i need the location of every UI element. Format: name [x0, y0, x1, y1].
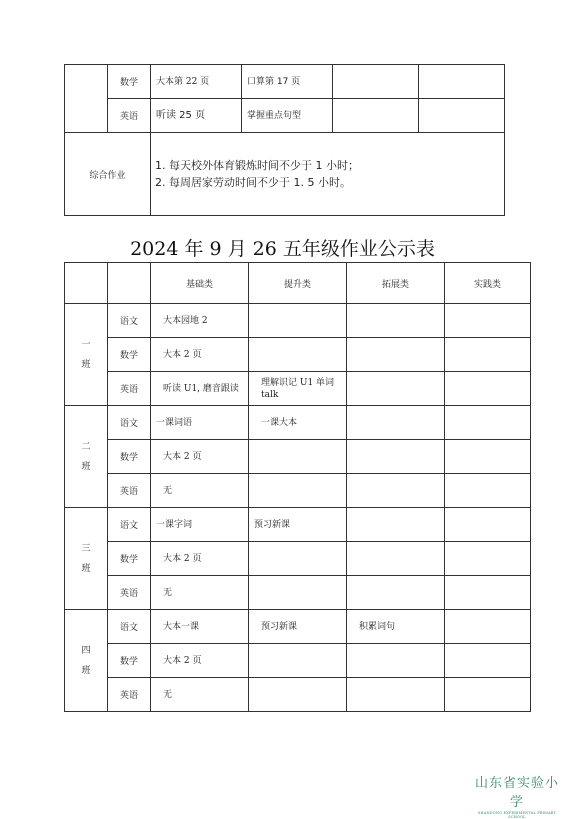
basic-cell: 一课词语 [151, 406, 249, 440]
homework-table [64, 262, 531, 712]
improve-cell [249, 304, 347, 338]
basic-cell: 无 [151, 576, 249, 610]
header-row [65, 263, 531, 304]
column-header: 提升类 [249, 263, 347, 304]
improve-cell [249, 542, 347, 576]
school-logo-name: 山东省实验小学 [474, 776, 559, 810]
class-name-cell: 二 班 [65, 406, 108, 508]
improve-cell [249, 338, 347, 372]
expand-cell [347, 440, 445, 474]
subject-cell: 语文 [108, 508, 151, 542]
subject-cell: 英语 [108, 678, 151, 712]
improve-cell [249, 678, 347, 712]
subject-cell: 英语 [108, 99, 151, 133]
subject-cell: 语文 [108, 406, 151, 440]
table-row [65, 576, 531, 610]
comprehensive-line: 2. 每周居家劳动时间不少于 1. 5 小时。 [155, 176, 351, 189]
basic-cell: 大本第 22 页 [151, 65, 242, 99]
practice-cell [445, 644, 531, 678]
basic-cell: 大本园地 2 [151, 304, 249, 338]
class-cell [65, 65, 108, 133]
basic-cell: 无 [151, 678, 249, 712]
practice-cell [445, 440, 531, 474]
improve-cell: 掌握重点句型 [242, 99, 333, 133]
subject-cell: 语文 [108, 304, 151, 338]
expand-cell [347, 542, 445, 576]
column-header: 实践类 [445, 263, 531, 304]
practice-cell [445, 338, 531, 372]
expand-cell [347, 474, 445, 508]
class-name-cell: 一 班 [65, 304, 108, 406]
improve-cell: 预习新课 [249, 610, 347, 644]
table-row [65, 372, 531, 406]
expand-cell [347, 372, 445, 406]
practice-cell [419, 99, 505, 133]
basic-cell: 一课字词 [151, 508, 249, 542]
comprehensive-label: 综合作业 [65, 133, 151, 216]
practice-cell [419, 65, 505, 99]
practice-cell [445, 576, 531, 610]
header-class-cell [65, 263, 108, 304]
practice-cell [445, 542, 531, 576]
basic-cell: 听读 25 页 [151, 99, 242, 133]
comprehensive-line: 1. 每天校外体育锻炼时间不少于 1 小时； [155, 159, 359, 172]
improve-cell [249, 576, 347, 610]
expand-cell: 积累词句 [347, 610, 445, 644]
subject-cell: 数学 [108, 542, 151, 576]
practice-cell [445, 678, 531, 712]
basic-cell: 大本 2 页 [151, 644, 249, 678]
table-row [65, 133, 505, 216]
expand-cell [333, 99, 419, 133]
basic-cell: 无 [151, 474, 249, 508]
subject-cell: 英语 [108, 372, 151, 406]
table-row [65, 508, 531, 542]
table-row [65, 304, 531, 338]
table-row [65, 65, 505, 99]
expand-cell [347, 678, 445, 712]
subject-cell: 数学 [108, 65, 151, 99]
expand-cell [347, 508, 445, 542]
expand-cell [347, 338, 445, 372]
expand-cell [333, 65, 419, 99]
page-title: 2024 年 9 月 26 五年级作业公示表 [130, 238, 435, 260]
table-row [65, 406, 531, 440]
table-row [65, 610, 531, 644]
basic-cell: 大本 2 页 [151, 338, 249, 372]
class-name-cell: 四 班 [65, 610, 108, 712]
improve-cell [249, 474, 347, 508]
table-row [65, 678, 531, 712]
column-header: 拓展类 [347, 263, 445, 304]
column-header: 基础类 [151, 263, 249, 304]
improve-cell: 一课大本 [249, 406, 347, 440]
basic-cell: 大本 2 页 [151, 542, 249, 576]
table-row [65, 542, 531, 576]
school-logo-english: SHANDONG EXPERIMENTAL PRIMARY SCHOOL [477, 811, 557, 819]
subject-cell: 语文 [108, 610, 151, 644]
improve-cell: 理解识记 U1 单词 talk [249, 372, 347, 406]
table-row [65, 440, 531, 474]
subject-cell: 数学 [108, 644, 151, 678]
practice-cell [445, 372, 531, 406]
subject-cell: 数学 [108, 440, 151, 474]
improve-cell: 预习新课 [249, 508, 347, 542]
class-name-cell: 三 班 [65, 508, 108, 610]
comprehensive-content [151, 133, 505, 216]
header-subject-cell [108, 263, 151, 304]
table-row [65, 644, 531, 678]
expand-cell [347, 644, 445, 678]
top-homework-table [64, 64, 505, 216]
practice-cell [445, 508, 531, 542]
improve-cell [249, 440, 347, 474]
homework-table-body [65, 263, 531, 712]
improve-cell: 口算第 17 页 [242, 65, 333, 99]
subject-cell: 英语 [108, 474, 151, 508]
expand-cell [347, 406, 445, 440]
improve-cell [249, 644, 347, 678]
table-row [65, 474, 531, 508]
subject-cell: 数学 [108, 338, 151, 372]
expand-cell [347, 304, 445, 338]
subject-cell: 英语 [108, 576, 151, 610]
basic-cell: 听读 U1, 磨音跟读 [151, 372, 249, 406]
table-row [65, 338, 531, 372]
basic-cell: 大本一课 [151, 610, 249, 644]
practice-cell [445, 474, 531, 508]
school-logo [474, 772, 560, 819]
table-row [65, 99, 505, 133]
basic-cell: 大本 2 页 [151, 440, 249, 474]
practice-cell [445, 406, 531, 440]
expand-cell [347, 576, 445, 610]
practice-cell [445, 304, 531, 338]
practice-cell [445, 610, 531, 644]
